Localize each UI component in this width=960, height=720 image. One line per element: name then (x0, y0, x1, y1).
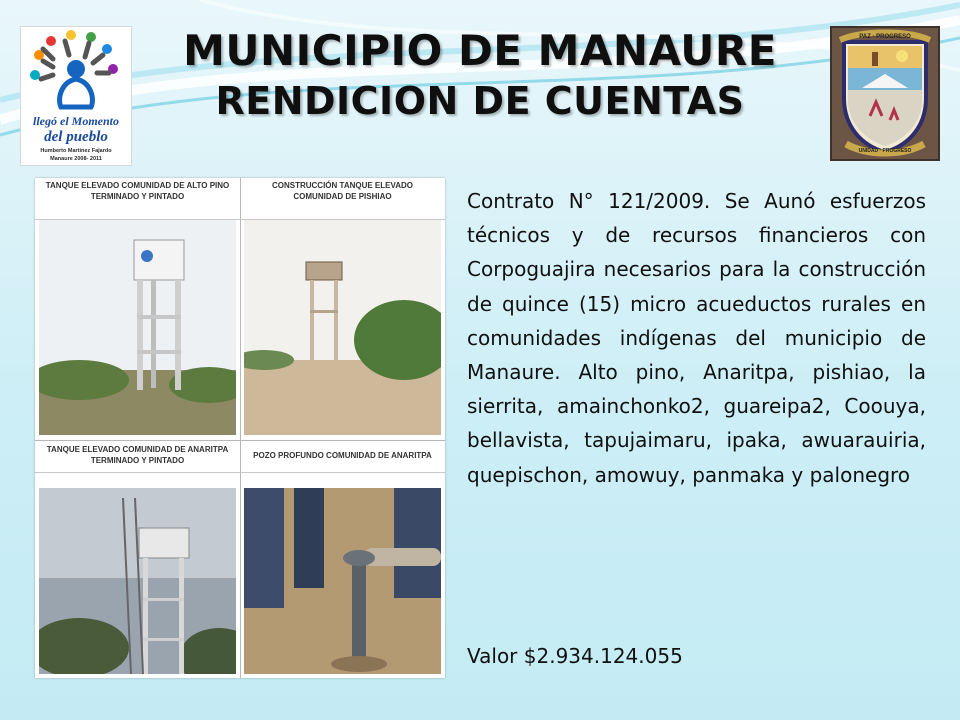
municipal-crest (830, 26, 940, 161)
contract-value: Valor $2.934.124.055 (467, 644, 683, 668)
campaign-logo (20, 26, 132, 166)
logo-text-line4: Manaure 2008- 2011 (50, 156, 102, 162)
crest-top-text: PAZ · PROGRESO (859, 34, 911, 40)
photo-anaritpa-tank (39, 488, 236, 674)
photo-tank-construction (244, 220, 441, 435)
logo-text-line1: llegó el Momento (33, 114, 119, 128)
photo-collage (35, 178, 445, 678)
collage-divider-vertical (240, 178, 241, 678)
photo-cell-anaritpa-well (240, 440, 445, 678)
logo-text-line2: del pueblo (44, 129, 108, 145)
slide-subtitle: RENDICION DE CUENTAS (215, 79, 745, 123)
photo-cell-pishiao (240, 178, 445, 440)
collage-divider-horizontal (35, 440, 445, 441)
photo-caption: POZO PROFUNDO COMUNIDAD DE ANARITPA (253, 451, 432, 460)
photo-caption: TANQUE ELEVADO COMUNIDAD DE ANARITPA TERMINADO Y PINTADO (46, 445, 229, 465)
slide-title: MUNICIPIO DE MANAURE (183, 26, 777, 75)
collage-divider-caption (35, 219, 445, 220)
photo-caption: TANQUE ELEVADO COMUNIDAD DE ALTO PINO TERMINADO Y PINTADO (45, 181, 230, 201)
contract-description: Contrato N° 121/2009. Se Aunó esfuerzos técnicos y de recursos financieros con Corpoguajira necesarios para la construcción de quince (15) micro acueductos rurales en comunidades indígenas del municipio de Manaure. Alto pino, Anaritpa, pishiao, la sierrita, amainchonko2, guareipa2, Coouya, bellavista, tapujaimaru, ipaka, awuarauiria, quepischon, amowuy, panmaka y palonegro (467, 189, 926, 487)
photo-caption: CONSTRUCCIÓN TANQUE ELEVADO COMUNIDAD DE PISHIAO (271, 181, 414, 201)
logo-text-line3: Humberto Martinez Fajardo (40, 148, 112, 154)
crest-bottom-text: UNIDAD · PROGRESO (858, 148, 912, 154)
photo-deep-well (244, 488, 441, 674)
photo-water-tank (39, 220, 236, 435)
photo-cell-anaritpa-tank (35, 440, 240, 678)
collage-divider-caption (35, 472, 445, 473)
photo-cell-alto-pino (35, 178, 240, 440)
